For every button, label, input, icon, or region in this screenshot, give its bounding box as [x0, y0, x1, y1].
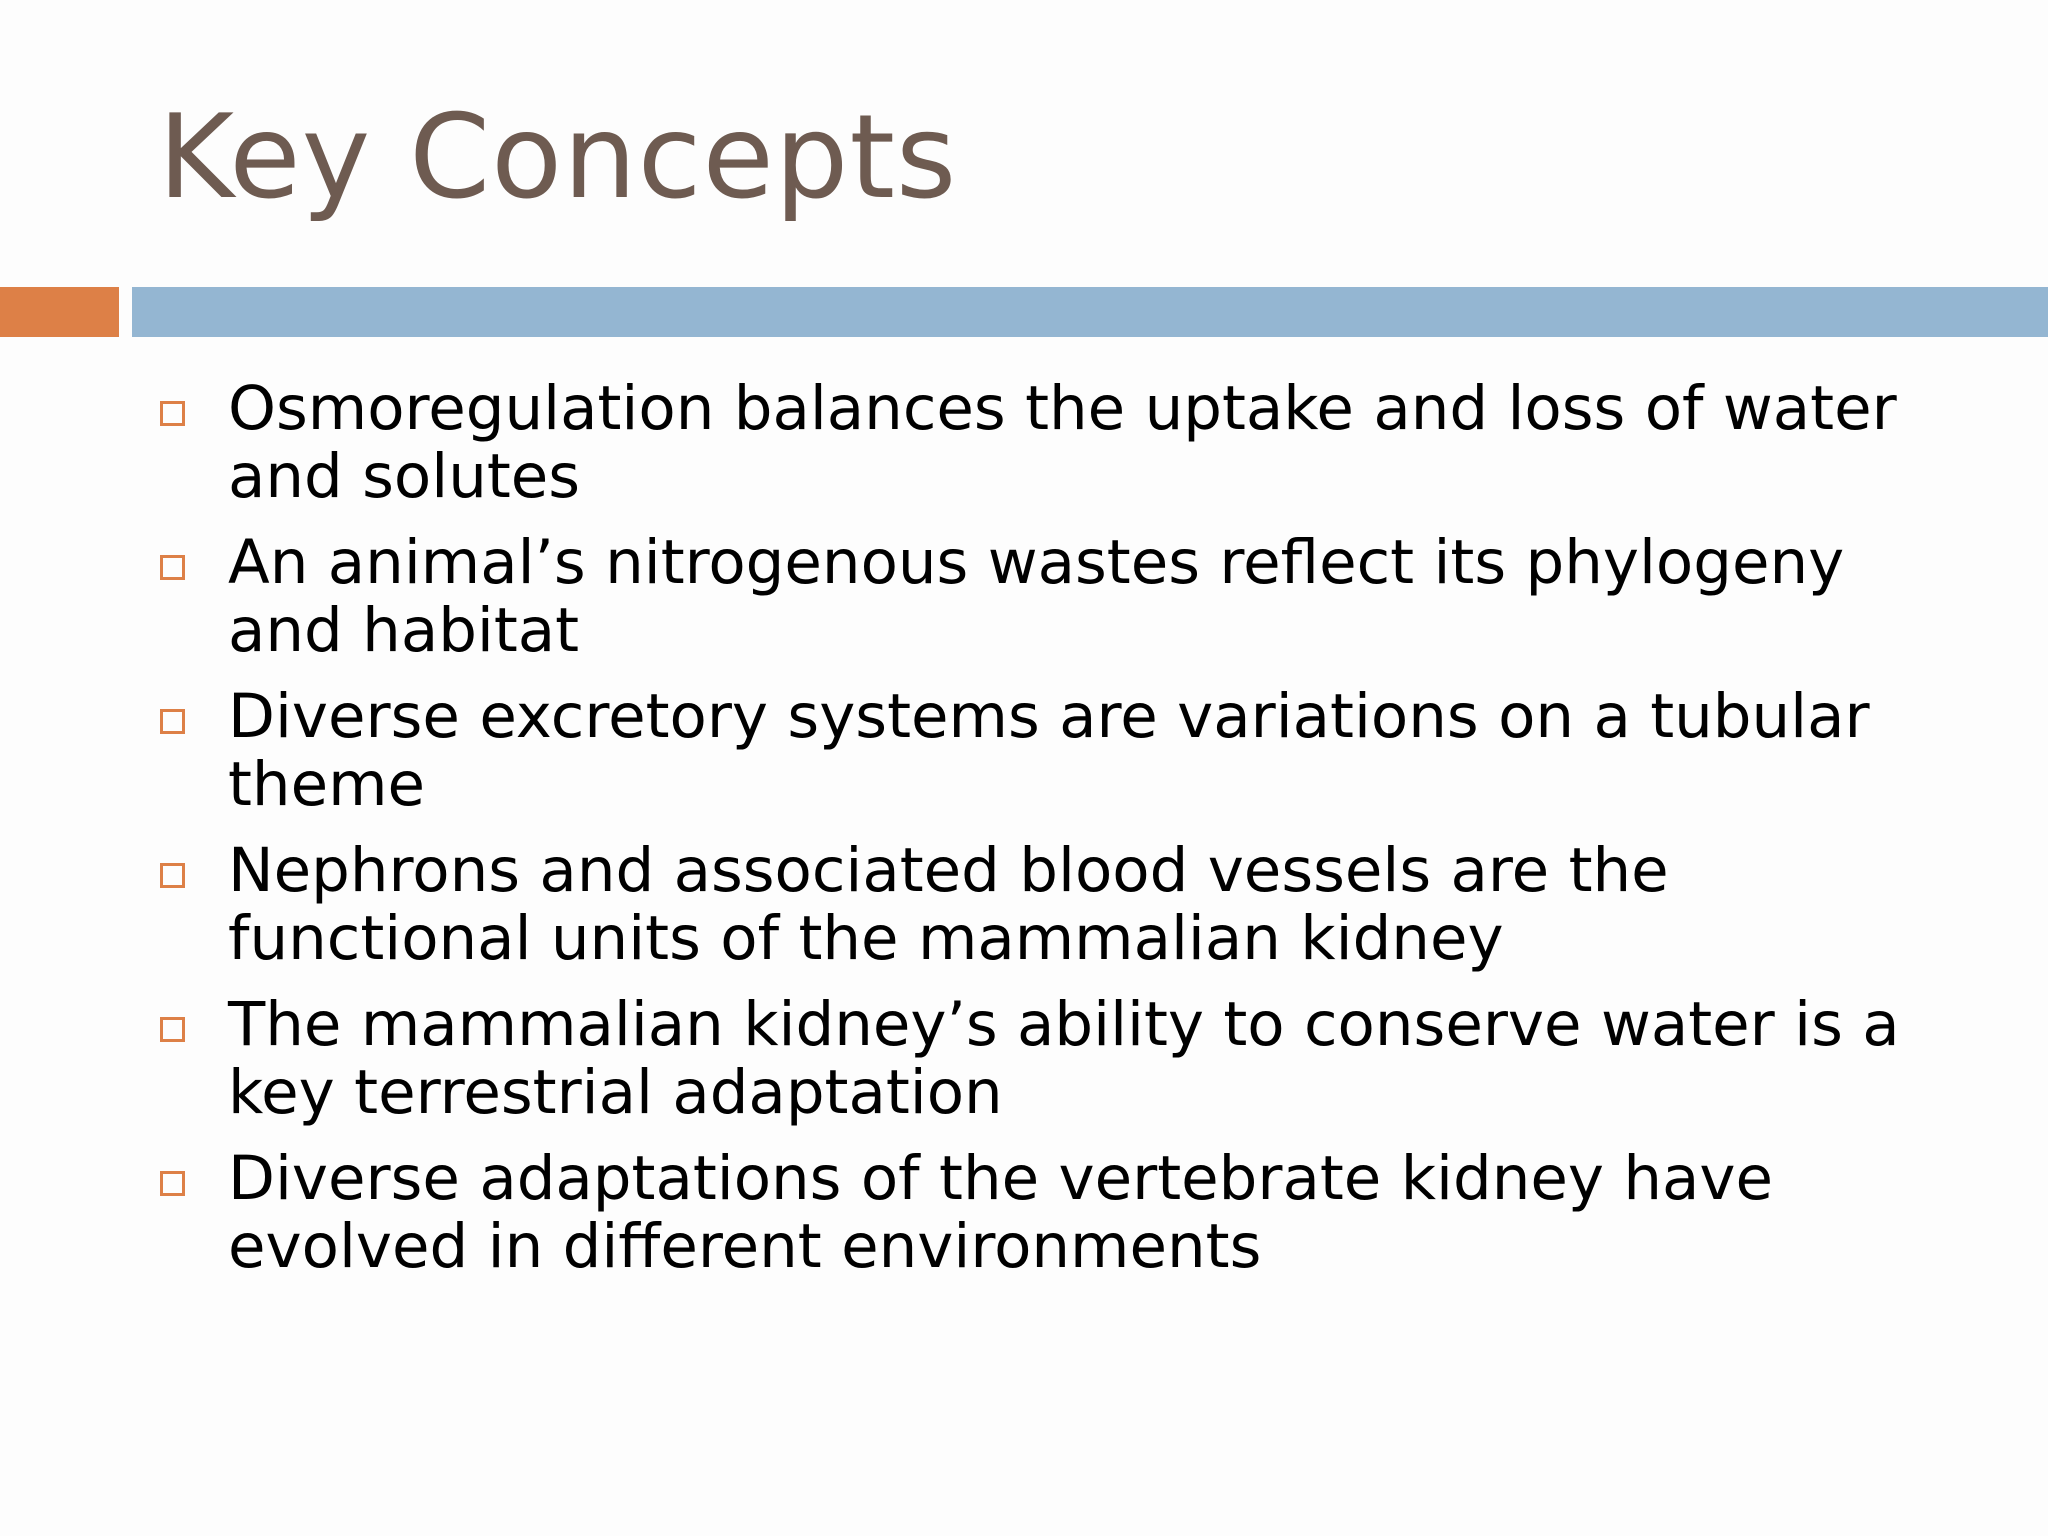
square-bullet-icon — [160, 1017, 185, 1042]
bullet-list — [160, 375, 1960, 1299]
bullet-text: Nephrons and associated blood vessels are the functional units of the mammalian kidney — [228, 835, 1669, 974]
slide-title: Key Concepts — [158, 90, 958, 225]
bullet-item — [160, 1145, 1960, 1281]
bullet-item — [160, 375, 1960, 511]
bullet-item — [160, 529, 1960, 665]
square-bullet-icon — [160, 1171, 185, 1196]
bullet-text: An animal’s nitrogenous wastes reflect its phylogeny and habitat — [228, 527, 1845, 666]
accent-bar — [0, 287, 119, 337]
square-bullet-icon — [160, 863, 185, 888]
title-rule-bar — [132, 287, 2048, 337]
square-bullet-icon — [160, 401, 185, 426]
bullet-item — [160, 991, 1960, 1127]
bullet-text: The mammalian kidney’s ability to conserve water is a key terrestrial adaptation — [228, 989, 1900, 1128]
square-bullet-icon — [160, 555, 185, 580]
bullet-text: Diverse adaptations of the vertebrate kidney have evolved in different environments — [228, 1143, 1774, 1282]
bullet-text: Osmoregulation balances the uptake and loss of water and solutes — [228, 373, 1897, 512]
square-bullet-icon — [160, 709, 185, 734]
bullet-text: Diverse excretory systems are variations on a tubular theme — [228, 681, 1870, 820]
bullet-item — [160, 683, 1960, 819]
bullet-item — [160, 837, 1960, 973]
